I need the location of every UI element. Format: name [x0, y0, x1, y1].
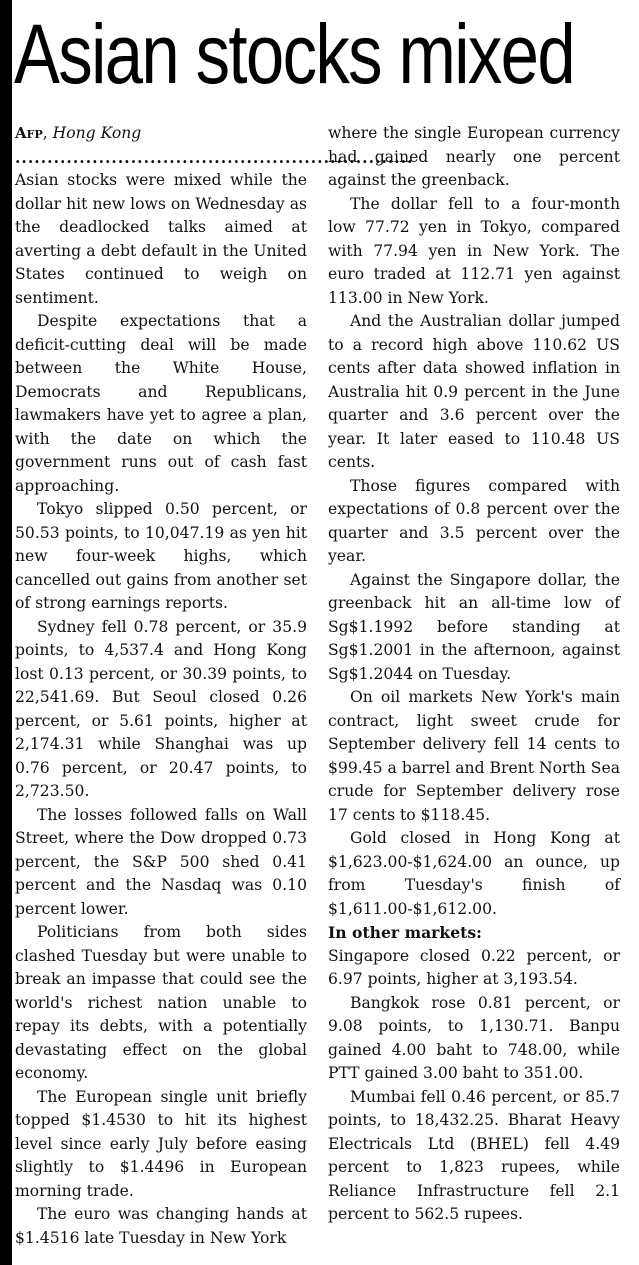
paragraph: On oil markets New York's main contract, light sweet crude for September delivery fell 14 cents to $99.45 a barrel and Brent North Sea crude for September delivery rose 17 cents to $118.45. — [328, 688, 620, 824]
paragraph: Tokyo slipped 0.50 percent, or 50.53 points, to 10,047.19 as yen hit new four-week highs, which cancelled out gains from another set of strong earnings reports. — [15, 500, 307, 612]
dotted-divider: .............................................................. — [15, 147, 414, 167]
paragraph: Gold closed in Hong Kong at $1,623.00-$1,624.00 an ounce, up from Tuesday's finish of $1,611.00-$1,612.00. — [328, 829, 620, 918]
paragraph: Asian stocks were mixed while the dollar hit new lows on Wednesday as the deadlocked talks aimed at averting a debt default in the United States continued to weigh on sentiment. — [15, 171, 307, 307]
headline: Asian stocks mixed — [14, 7, 574, 101]
article-column-2 — [328, 122, 620, 1227]
subheading: In other markets: — [328, 923, 482, 942]
byline-place: Hong Kong — [52, 124, 142, 142]
paragraph-continued: where the single European currency had gained nearly one percent against the greenback. — [328, 124, 620, 189]
paragraph: Those figures compared with expectations of 0.8 percent over the quarter and 3.5 percent over the year. — [328, 476, 620, 565]
paragraph: The dollar fell to a four-month low 77.72 yen in Tokyo, compared with 77.94 yen in New York. The euro traded at 112.71 yen against 113.00 in New York. — [328, 194, 620, 307]
paragraph: Despite expectations that a deficit-cutting deal will be made between the White House, Democrats and Republicans, lawmakers have yet to agree a plan, with the date on which the government runs out of cash fast approaching. — [15, 312, 307, 495]
paragraph: Bangkok rose 0.81 percent, or 9.08 points, to 1,130.71. Banpu gained 4.00 baht to 748.00, while PTT gained 3.00 baht to 351.00. — [328, 993, 620, 1082]
left-margin-bar — [0, 0, 12, 1265]
paragraph: Mumbai fell 0.46 percent, or 85.7 points, to 18,432.25. Bharat Heavy Electricals Ltd (BHEL) fell 4.49 percent to 1,823 rupees, while Reliance Infrastructure fell 2.1 percent to 562.5 rupees. — [328, 1087, 620, 1223]
paragraph: Politicians from both sides clashed Tuesday but were unable to break an impasse that could see the world's richest nation unable to repay its debts, with a potentially devastating effect on the global economy. — [15, 923, 307, 1082]
byline — [15, 122, 307, 146]
paragraph: The euro was changing hands at $1.4516 late Tuesday in New York — [15, 1205, 307, 1247]
paragraph: The losses followed falls on Wall Street, where the Dow dropped 0.73 percent, the S&P 500 shed 0.41 percent and the Nasdaq was 0.10 percent lower. — [15, 805, 307, 918]
paragraph: Against the Singapore dollar, the greenback hit an all-time low of Sg$1.1992 before standing at Sg$1.2001 in the afternoon, against Sg$1.2044 on Tuesday. — [328, 570, 620, 683]
byline-separator: , — [42, 124, 53, 142]
paragraph: Sydney fell 0.78 percent, or 35.9 points, to 4,537.4 and Hong Kong lost 0.13 percent, or 30.39 points, to 22,541.69. But Seoul closed 0.26 percent, or 5.61 points, higher at 2,174.31 while Shanghai was up 0.76 percent, or 20.47 points, to 2,723.50. — [15, 617, 307, 800]
paragraph: And the Australian dollar jumped to a record high above 110.62 US cents after data showed inflation in Australia hit 0.9 percent in the June quarter and 3.6 percent over the year. It later eased to 110.48 US cents. — [328, 312, 620, 471]
paragraph: Singapore closed 0.22 percent, or 6.97 points, higher at 3,193.54. — [328, 946, 620, 988]
paragraph: The European single unit briefly topped $1.4530 to hit its highest level since early July before easing slightly to $1.4496 in European morning trade. — [15, 1087, 307, 1200]
byline-agency: Afp — [15, 124, 43, 142]
